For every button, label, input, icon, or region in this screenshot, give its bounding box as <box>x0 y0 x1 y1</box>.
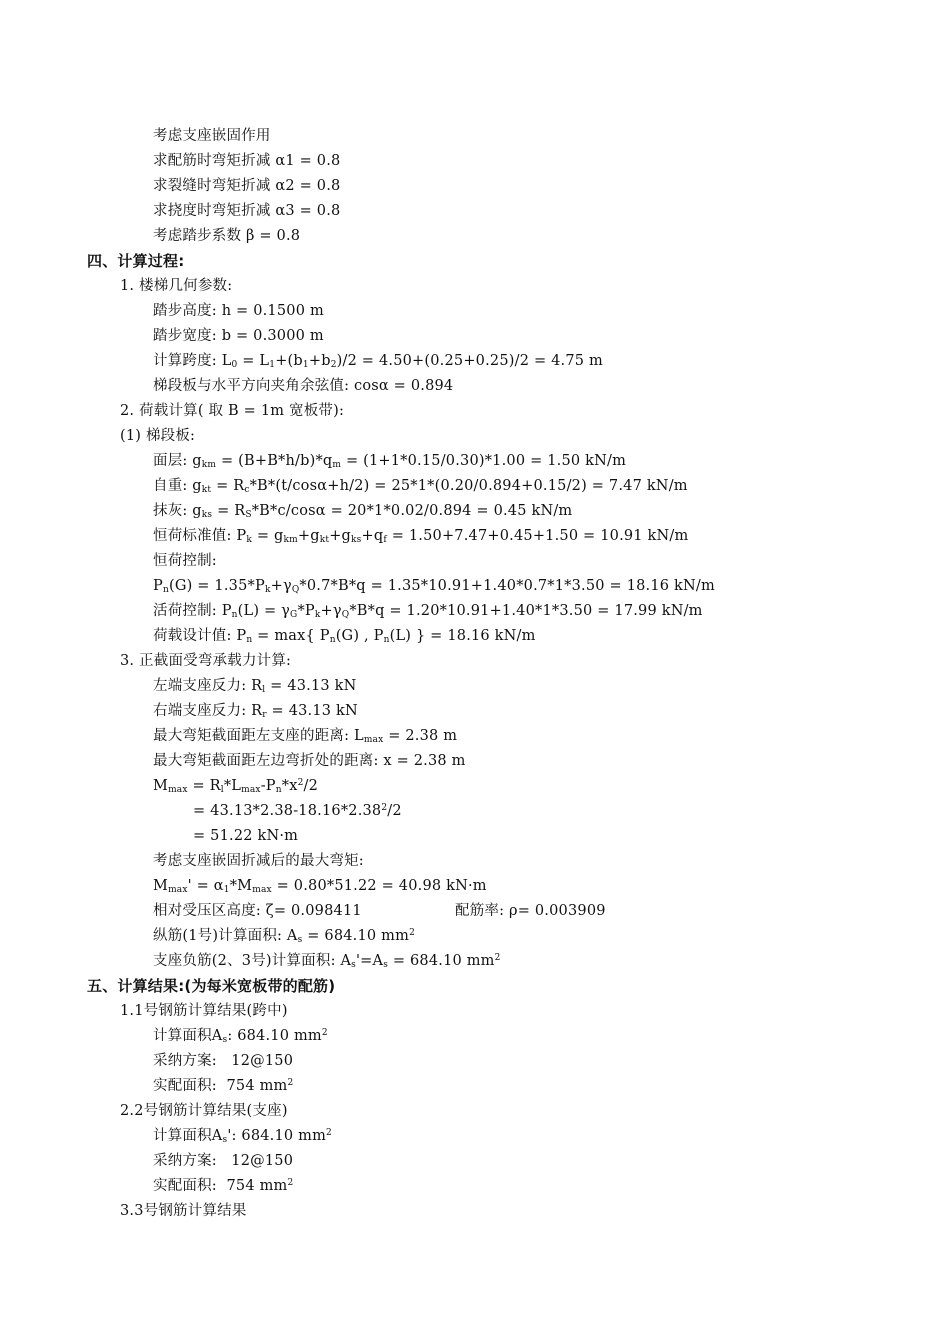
surface-load: 面层: $g_{km} = (B+B*h/b)*q_m = (1+1*0.15/0.30)*1.00 = 1.50$ kN/m <box>153 453 627 470</box>
pn-l-line: 活荷控制: $P_n(L) = \gamma_G*P_k+\gamma_Q*B*q = 1.20*10.91+1.40*1*3.50 = 17.99$ kN/m <box>153 603 703 620</box>
result1-plan: 采纳方案: 12@150 <box>153 1053 294 1069</box>
alpha1-line: 求配筋时弯矩折减 α1 = 0.8 <box>153 153 341 169</box>
section5-heading: 五、计算结果:(为每米宽板带的配筋) <box>87 977 336 995</box>
mmax-substitution: = $43.13*2.38-18.16*2.38^2/2$ <box>193 803 402 819</box>
result3-title: 3.3号钢筋计算结果 <box>120 1203 247 1219</box>
slab-subtitle: (1) 梯段板: <box>120 428 196 444</box>
right-reaction: 右端支座反力: $R_r = 43.13$ kN <box>153 703 358 720</box>
left-reaction: 左端支座反力: $R_l = 43.13$ kN <box>153 678 357 695</box>
result1-real: 实配面积: 754 $mm^2$ <box>153 1078 294 1094</box>
result2-area: 计算面积$A_s'$: 684.10 $mm^2$ <box>153 1128 332 1145</box>
result2-title: 2.2号钢筋计算结果(支座) <box>120 1103 288 1119</box>
reduced-moment: $M_{max}' = \alpha_1*M_{max} = 0.80*51.22 = 40.98$ kN·m <box>153 878 487 895</box>
alpha3-line: 求挠度时弯矩折减 α3 = 0.8 <box>153 203 341 219</box>
plaster-load: 抹灰: $g_{ks} = R_S*B*c/\cos\alpha = 20*1*0.02/0.894 = 0.45$ kN/m <box>153 503 573 520</box>
step-width: 踏步宽度: b = 0.3000 m <box>153 328 324 344</box>
geometry-title: 1. 楼梯几何参数: <box>120 278 233 294</box>
result2-plan: 采纳方案: 12@150 <box>153 1153 294 1169</box>
self-weight: 自重: $g_{kt} = R_c*B*(t/\cos\alpha+h/2) = 25*1*(0.20/0.894+0.15/2) = 7.47$ kN/m <box>153 478 688 495</box>
section4-heading: 四、计算过程: <box>87 252 185 270</box>
load-title: 2. 荷载计算( 取 B = 1m 宽板带): <box>120 403 345 419</box>
span-line: 计算跨度: $L_0 = L_1+(b_1+b_2)/2 = 4.50+(0.25+0.25)/2 = 4.75$ m <box>153 353 603 370</box>
design-load: 荷载设计值: $P_n = \max${ $P_n(G)$ , $P_n(L)$ } = 18.16 kN/m <box>153 628 536 645</box>
beta-line: 考虑踏步系数 β = 0.8 <box>153 228 301 244</box>
result2-real: 实配面积: 754 $mm^2$ <box>153 1178 294 1194</box>
support-bar-area: 支座负筋(2、3号)计算面积: $A_s'=A_s = 684.10$ $mm^2$ <box>153 953 501 970</box>
reduced-moment-label: 考虑支座嵌固折减后的最大弯矩: <box>153 853 364 869</box>
longitudinal-area: 纵筋(1号)计算面积: $A_s = 684.10$ $mm^2$ <box>153 928 415 945</box>
reinforcement-ratio: 配筋率: ρ= 0.003909 <box>455 903 606 919</box>
support-title: 考虑支座嵌固作用 <box>153 128 271 144</box>
result1-area: 计算面积$A_s$: 684.10 $mm^2$ <box>153 1028 328 1045</box>
flexure-title: 3. 正截面受弯承载力计算: <box>120 653 292 669</box>
lmax-line: 最大弯矩截面距左支座的距离: $L_{max} = 2.38$ m <box>153 728 458 745</box>
relative-height: 相对受压区高度: ζ= 0.098411 <box>153 903 362 919</box>
dead-load-standard: 恒荷标准值: $P_k = g_{km}+g_{kt}+g_{ks}+q_f = 1.50+7.47+0.45+1.50 = 10.91$ kN/m <box>153 528 689 545</box>
alpha2-line: 求裂缝时弯矩折减 α2 = 0.8 <box>153 178 341 194</box>
cos-line: 梯段板与水平方向夹角余弦值: cosα = 0.894 <box>153 378 454 394</box>
pn-g-line: $P_n(G) = 1.35*P_k+\gamma_Q*0.7*B*q = 1.35*10.91+1.40*0.7*1*3.50 = 18.16$ kN/m <box>153 578 715 595</box>
mmax-formula: $M_{max} = R_l*L_{max}-P_n*x^2/2$ <box>153 778 319 795</box>
mmax-result: = 51.22 kN·m <box>193 828 299 844</box>
dead-control-label: 恒荷控制: <box>153 553 217 569</box>
x-distance: 最大弯矩截面距左边弯折处的距离: x = 2.38 m <box>153 753 466 769</box>
step-height: 踏步高度: h = 0.1500 m <box>153 303 324 319</box>
result1-title: 1.1号钢筋计算结果(跨中) <box>120 1003 288 1019</box>
